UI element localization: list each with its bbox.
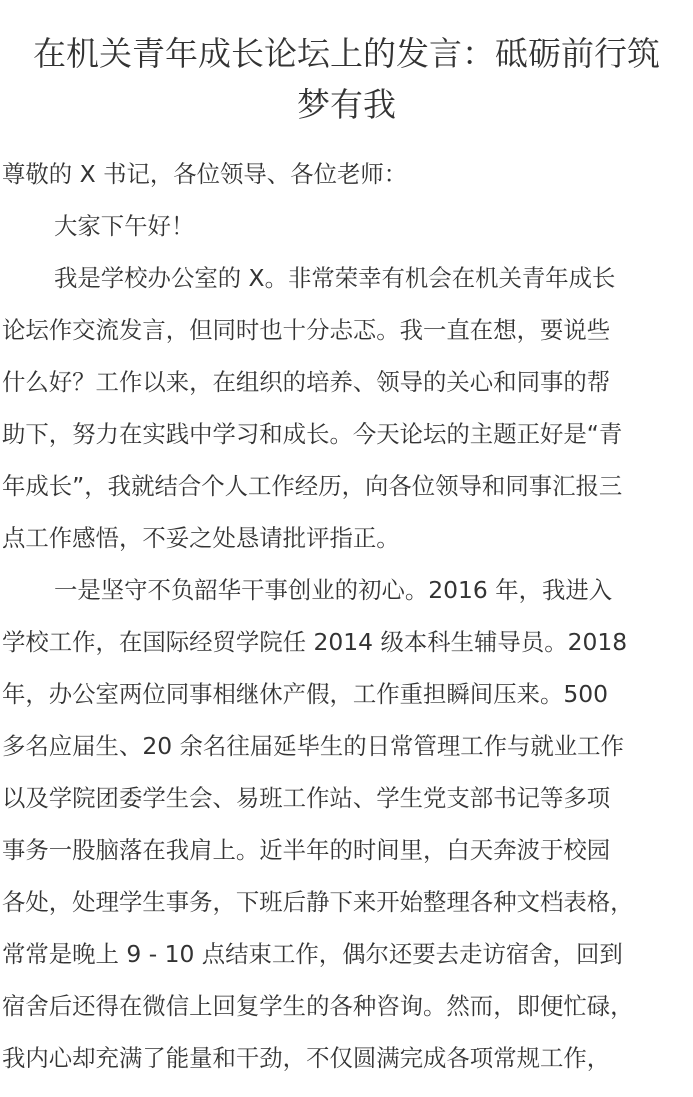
paragraph-line: 什么好？工作以来，在组织的培养、领导的关心和同事的帮 — [2, 368, 611, 396]
paragraph-line: 多名应届生、20 余名往届延毕生的日常管理工作与就业工作 — [2, 732, 624, 760]
page-title — [0, 0, 693, 130]
page-title-line: 在机关青年成长论坛上的发言：砥砺前行筑 — [33, 34, 660, 73]
paragraph-line: 年成长”，我就结合个人工作经历，向各位领导和同事汇报三 — [2, 472, 623, 500]
paragraph-line: 我内心却充满了能量和干劲，不仅圆满完成各项常规工作， — [2, 1044, 611, 1072]
paragraph-line: 一是坚守不负韶华干事创业的初心。2016 年，我进入 — [54, 576, 613, 604]
document-body — [0, 148, 693, 1084]
paragraph-line: 我是学校办公室的 X。非常荣幸有机会在机关青年成长 — [54, 264, 616, 292]
paragraph-line: 学校工作，在国际经贸学院任 2014 级本科生辅导员。2018 — [2, 628, 628, 656]
paragraph-line: 大家下午好！ — [54, 212, 195, 240]
paragraph-line: 助下，努力在实践中学习和成长。今天论坛的主题正好是“青 — [2, 420, 623, 448]
paragraph-line: 宿舍后还得在微信上回复学生的各种咨询。然而，即便忙碌， — [2, 992, 634, 1020]
paragraph-line: 年，办公室两位同事相继休产假，工作重担瞬间压来。500 — [2, 680, 609, 708]
paragraph-line: 点工作感悟，不妥之处恳请批评指正。 — [2, 524, 400, 552]
page-title-line: 梦有我 — [297, 85, 396, 124]
paragraph-line: 各处，处理学生事务，下班后静下来开始整理各种文档表格， — [2, 888, 634, 916]
paragraph-line: 以及学院团委学生会、易班工作站、学生党支部书记等多项 — [2, 784, 611, 812]
paragraph-line: 尊敬的 X 书记，各位领导、各位老师： — [2, 160, 408, 188]
paragraph-line: 论坛作交流发言，但同时也十分忐忑。我一直在想，要说些 — [2, 316, 611, 344]
paragraph-line: 事务一股脑落在我肩上。近半年的时间里，白天奔波于校园 — [2, 836, 611, 864]
paragraph-line: 常常是晚上 9 - 10 点结束工作，偶尔还要去走访宿舍，回到 — [2, 940, 623, 968]
